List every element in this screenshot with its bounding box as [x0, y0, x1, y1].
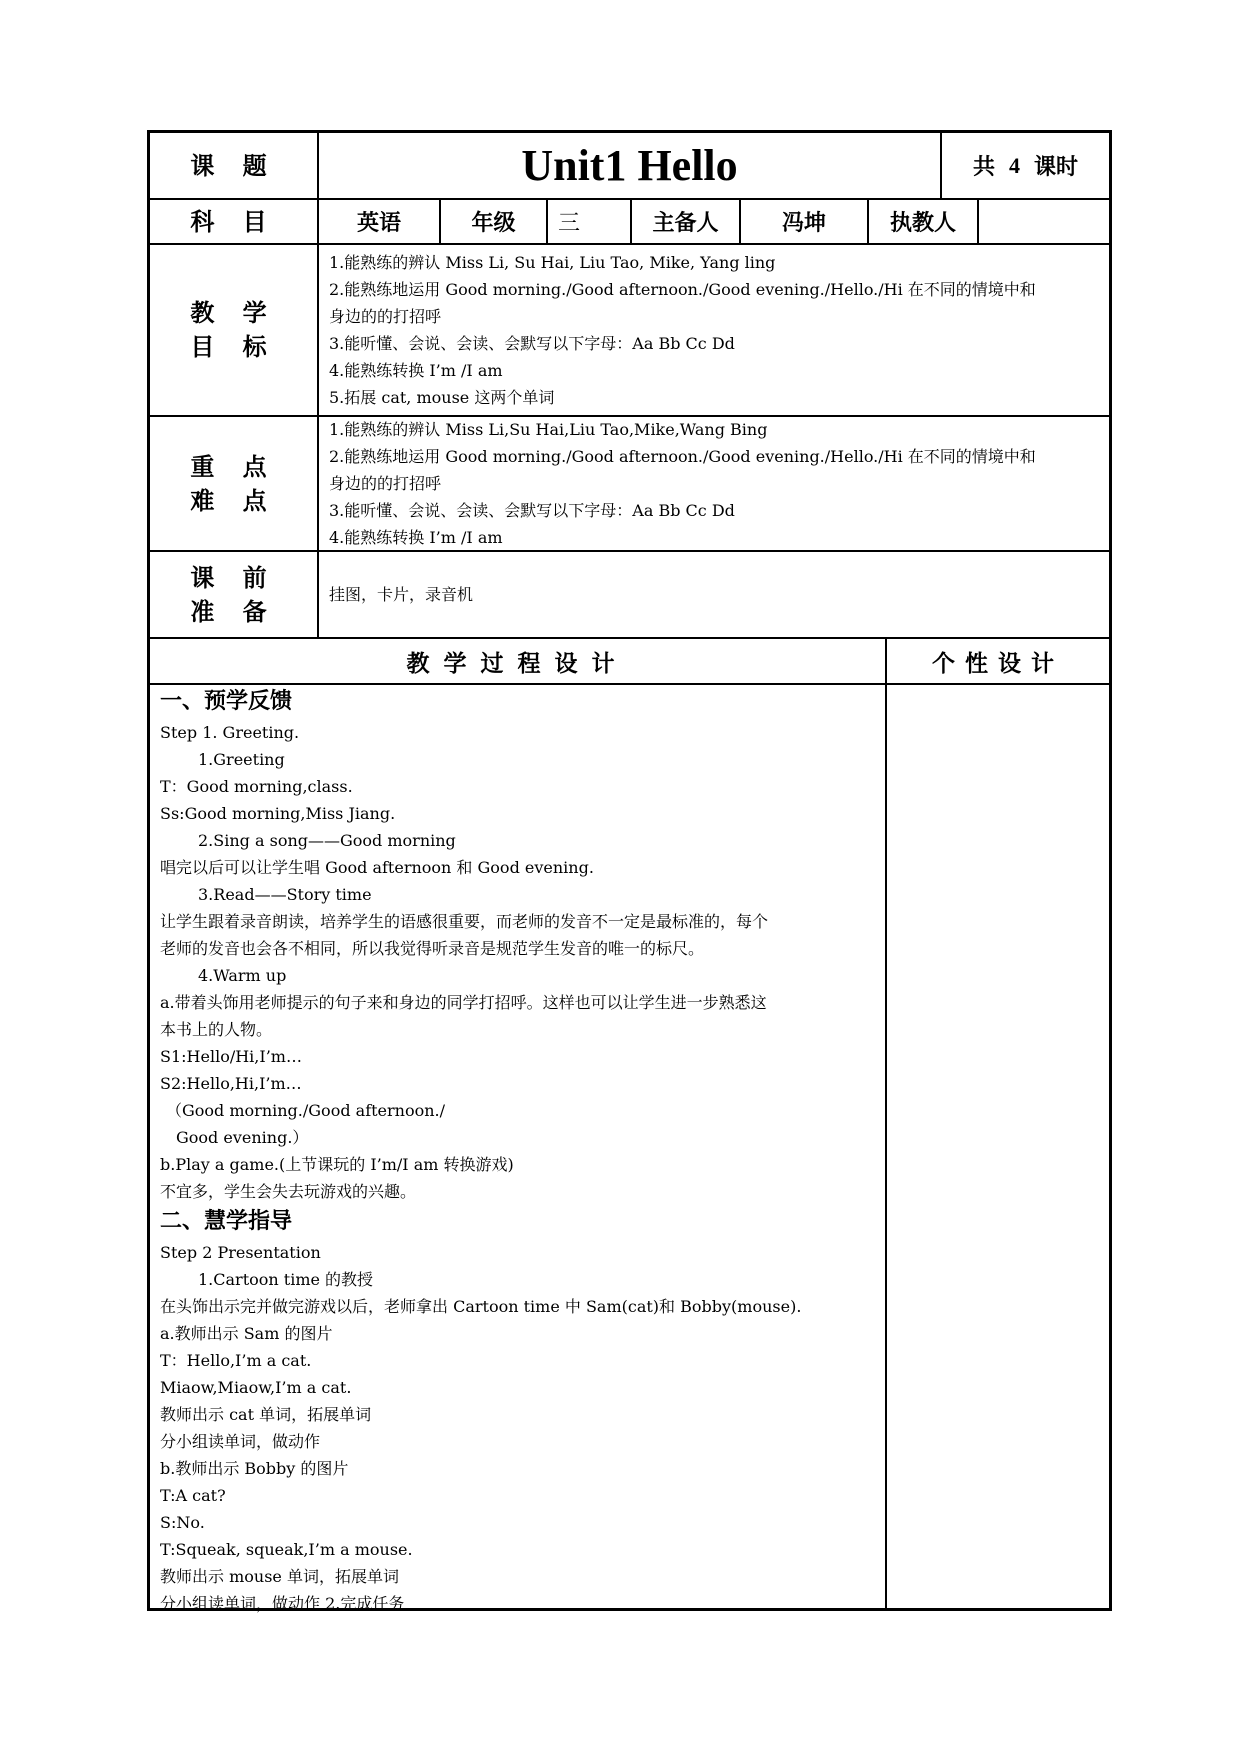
- process-content: [150, 685, 885, 1613]
- key-points-row: [147, 415, 1112, 550]
- process-line: 4.Warm up: [198, 966, 287, 985]
- teacher-value: [977, 200, 1109, 243]
- process-line: （Good morning./Good afternoon./: [166, 1101, 446, 1120]
- preparation-label: 课 前 准 备: [190, 563, 277, 626]
- lesson-title: Unit1 Hello: [317, 133, 940, 198]
- process-line: 不宜多，学生会失去玩游戏的兴趣。: [160, 1182, 417, 1201]
- objective-line: 身边的的打招呼: [329, 307, 442, 326]
- key-point-line: 2.能熟练地运用 Good morning./Good afternoon./Good evening./Hello./Hi 在不同的情境中和: [329, 447, 1036, 466]
- process-line: a.带着头饰用老师提示的句子来和身边的同学打招呼。这样也可以让学生进一步熟悉这: [160, 993, 767, 1012]
- process-line: 1.Cartoon time 的教授: [198, 1270, 374, 1289]
- process-line: 唱完以后可以让学生唱 Good afternoon 和 Good evening.: [160, 858, 594, 877]
- objectives-row: [147, 243, 1112, 415]
- process-line: b.教师出示 Bobby 的图片: [160, 1459, 349, 1478]
- process-line: Good evening.）: [176, 1128, 309, 1147]
- process-line: Step 1. Greeting.: [160, 723, 300, 742]
- process-line: Step 2 Presentation: [160, 1243, 321, 1262]
- section-heading: 二、慧学指导: [160, 1209, 293, 1234]
- process-line: S:No.: [160, 1513, 205, 1532]
- key-points-label: 重 点 难 点: [190, 452, 277, 515]
- process-line: T：Hello,I’m a cat.: [160, 1351, 312, 1370]
- lesson-plan-table: [147, 130, 1112, 1611]
- subject-row: [147, 198, 1112, 243]
- process-line: S1:Hello/Hi,I’m…: [160, 1047, 302, 1066]
- process-line: 3.Read——Story time: [198, 885, 372, 904]
- preparation-text: 挂图，卡片，录音机: [329, 585, 474, 604]
- objective-line: 5.拓展 cat, mouse 这两个单词: [329, 388, 555, 407]
- objective-line: 1.能熟练的辨认 Miss Li, Su Hai, Liu Tao, Mike, Yang ling: [329, 253, 776, 272]
- process-line: 让学生跟着录音朗读，培养学生的语感很重要，而老师的发音不一定是最标准的，每个: [160, 912, 769, 931]
- process-line: Ss:Good morning,Miss Jiang.: [160, 804, 396, 823]
- objectives-label: 教 学 目 标: [190, 299, 277, 361]
- process-heading: 教学过程设计: [406, 650, 629, 677]
- process-line: 老师的发音也会各不相同，所以我觉得听录音是规范学生发音的唯一的标尺。: [160, 939, 705, 958]
- preparation-content: [317, 552, 1109, 637]
- preparer-label: 主备人: [630, 200, 739, 243]
- key-point-line: 1.能熟练的辨认 Miss Li,Su Hai,Liu Tao,Mike,Wang Bing: [329, 420, 768, 439]
- grade-label: 年级: [439, 200, 546, 243]
- process-line: b.Play a game.(上节课玩的 I’m/I am 转换游戏): [160, 1155, 514, 1174]
- process-line: S2:Hello,Hi,I’m…: [160, 1074, 302, 1093]
- objective-line: 4.能熟练转换 I’m /I am: [329, 361, 503, 380]
- process-line: 2.Sing a song——Good morning: [198, 831, 456, 850]
- process-line: a.教师出示 Sam 的图片: [160, 1324, 333, 1343]
- process-body-row: [147, 683, 1112, 1611]
- count-suffix: 课时: [1034, 155, 1079, 180]
- teacher-label: 执教人: [867, 200, 977, 243]
- section-heading: 一、预学反馈: [160, 689, 293, 714]
- process-heading-row: [147, 637, 1112, 683]
- process-line: T:Squeak, squeak,I’m a mouse.: [160, 1540, 413, 1559]
- objective-line: 3.能听懂、会说、会读、会默写以下字母：Aa Bb Cc Dd: [329, 334, 735, 353]
- process-line: 分小组读单词，做动作 2.完成任务: [160, 1594, 405, 1613]
- lesson-count: [940, 133, 1109, 198]
- key-points-content: [317, 417, 1109, 550]
- process-line: T:A cat?: [160, 1486, 226, 1505]
- subject-label: 科 目: [190, 207, 277, 236]
- key-point-line: 4.能熟练转换 I’m /I am: [329, 528, 503, 547]
- count-value: 4: [1009, 152, 1020, 178]
- process-line: 教师出示 mouse 单词，拓展单词: [160, 1567, 399, 1586]
- objective-line: 2.能熟练地运用 Good morning./Good afternoon./Good evening./Hello./Hi 在不同的情境中和: [329, 280, 1036, 299]
- topic-label: 课 题: [190, 151, 277, 180]
- key-point-line: 身边的的打招呼: [329, 474, 442, 493]
- personal-design-column: [885, 685, 1109, 1608]
- grade-value: 三: [546, 200, 630, 243]
- preparer-value: 冯坤: [739, 200, 867, 243]
- preparation-row: [147, 550, 1112, 637]
- process-line: 1.Greeting: [198, 750, 285, 769]
- process-line: T：Good morning,class.: [160, 777, 353, 796]
- key-point-line: 3.能听懂、会说、会读、会默写以下字母：Aa Bb Cc Dd: [329, 501, 735, 520]
- objectives-content: [317, 245, 1109, 415]
- count-prefix: 共: [972, 155, 995, 180]
- subject-value: 英语: [317, 200, 439, 243]
- personal-design-heading: 个性设计: [885, 639, 1109, 683]
- process-line: 本书上的人物。: [160, 1020, 273, 1039]
- process-line: 在头饰出示完并做完游戏以后，老师拿出 Cartoon time 中 Sam(cat)和 Bobby(mouse).: [160, 1297, 802, 1316]
- process-line: 教师出示 cat 单词，拓展单词: [160, 1405, 372, 1424]
- process-line: 分小组读单词，做动作: [160, 1432, 321, 1451]
- topic-row: [147, 130, 1112, 198]
- process-line: Miaow,Miaow,I’m a cat.: [160, 1378, 352, 1397]
